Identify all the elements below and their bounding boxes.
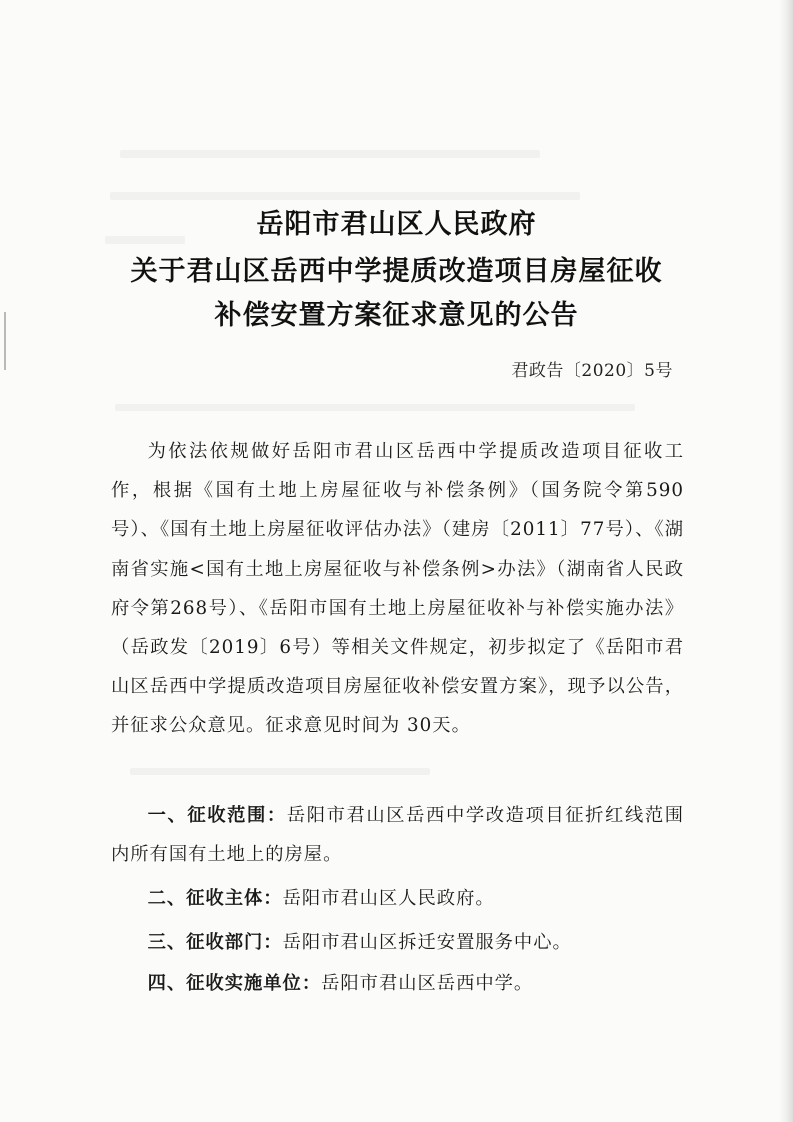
section-heading: 一、征收范围： xyxy=(147,805,287,826)
section-heading: 四、征收实施单位： xyxy=(147,973,322,994)
section-department xyxy=(111,923,684,962)
document-title-line-2: 关于君山区岳西中学提质改造项目房屋征收 xyxy=(130,256,663,287)
section-subject xyxy=(111,879,684,918)
show-through-mark xyxy=(115,404,635,411)
document-title-line-3: 补偿安置方案征求意见的公告 xyxy=(214,300,579,331)
body-paragraph: 为依法依规做好岳阳市君山区岳西中学提质改造项目征收工作，根据《国有土地上房屋征收与补偿条例》（国务院令第590号）、《国有土地上房屋征收评估办法》（建房〔2011〕77号）、《湖南省实施<国有土地上房屋征收与补偿条例>办法》（湖南省人民政府令第268号）、《岳阳市国有土地上房屋征收补与补偿实施办法》（岳政发〔2019〕6号）等相关文件规定，初步拟定了《岳阳市君山区岳西中学提质改造项目房屋征收补偿安置方案》，现予以公告，并征求公众意见。征求意见时间为 30天。 xyxy=(111,441,684,737)
section-text: 岳阳市君山区岳西中学。 xyxy=(321,973,534,994)
document-title-line-1: 岳阳市君山区人民政府 xyxy=(256,209,537,240)
section-implementer xyxy=(111,964,684,1003)
section-heading: 三、征收部门： xyxy=(147,932,283,953)
section-text: 岳阳市君山区拆迁安置服务中心。 xyxy=(282,932,572,953)
show-through-mark xyxy=(120,150,540,158)
section-text: 岳阳市君山区岳西中学改造项目征折红线范围内所有国有土地上的房屋。 xyxy=(111,805,685,866)
section-scope xyxy=(111,796,684,874)
show-through-mark xyxy=(130,768,430,775)
section-text: 岳阳市君山区人民政府。 xyxy=(282,888,495,909)
section-heading: 二、征收主体： xyxy=(147,888,283,909)
document-number: 君政告〔2020〕5号 xyxy=(511,361,673,381)
show-through-mark xyxy=(110,192,580,200)
scan-edge-shadow xyxy=(779,0,793,1122)
